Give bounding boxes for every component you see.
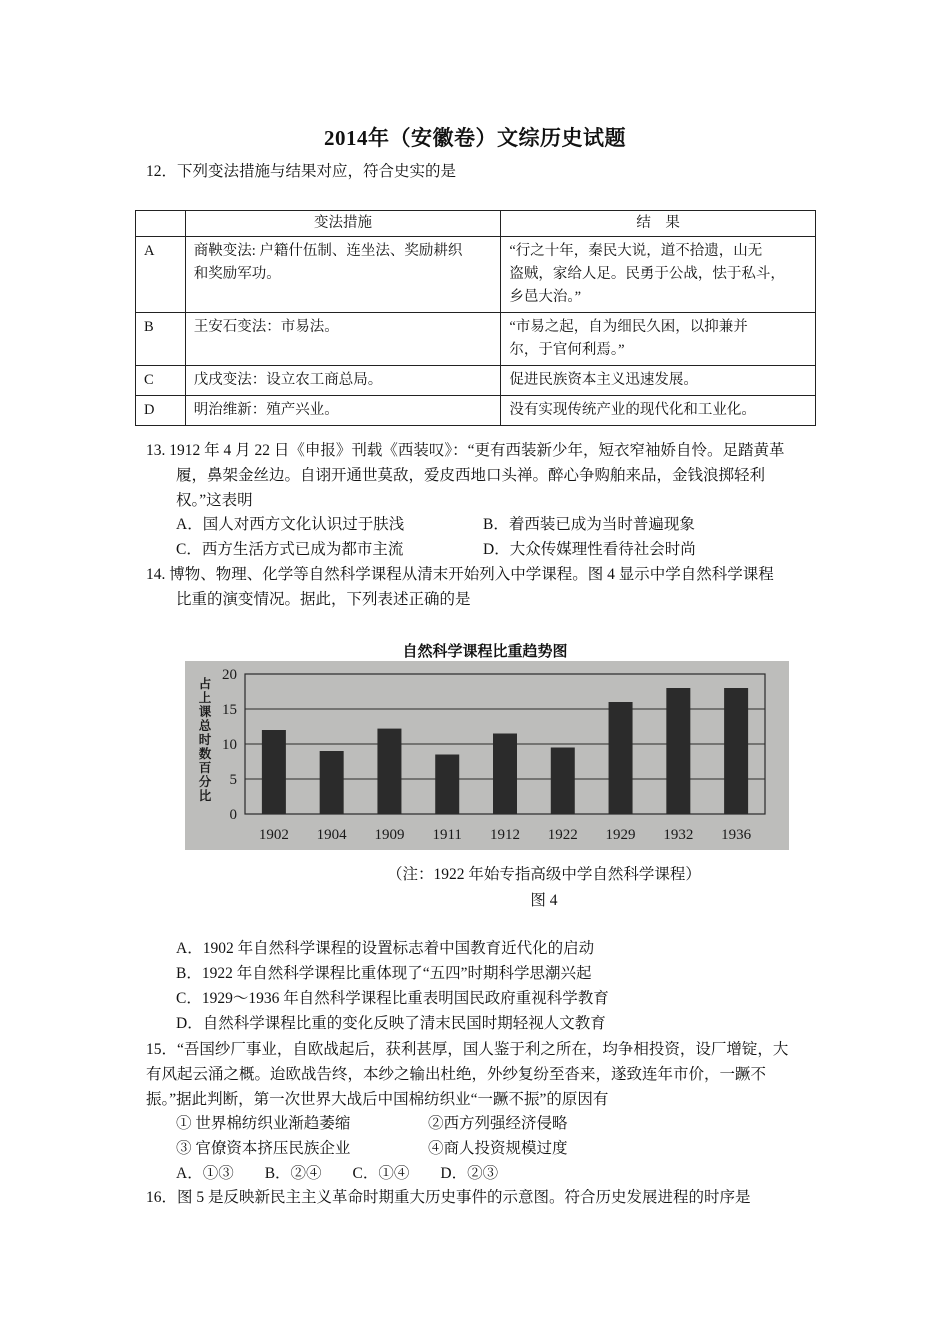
y-tick-label: 20: [222, 667, 237, 683]
q15-options: A．①③ B．②④ C．①④ D．②③: [176, 1165, 499, 1182]
q13-line-1: 13. 1912 年 4 月 22 日《申报》刊载《西装叹》：“更有西装新少年，短衣窄袖娇自怜。足踏黄革: [146, 442, 785, 459]
q13-line-3: 权。”这表明: [176, 492, 253, 509]
q15-line-2: 有风起云涌之概。迨欧战告终，本纱之输出杜绝，外纱复纷至沓来，遂致连年市价，一蹶不: [146, 1066, 767, 1083]
q16-stem: 16．图 5 是反映新民主主义革命时期重大历史事件的示意图。符合历史发展进程的时序是: [146, 1189, 751, 1206]
bar-chart-svg: [185, 661, 789, 850]
q15-item-1: ① 世界棉纺织业渐趋萎缩: [176, 1115, 351, 1132]
table-header-result: 结 果: [501, 211, 816, 237]
q13-option-a: A．国人对西方文化认识过于肤浅: [176, 516, 405, 533]
x-tick-label: 1902: [258, 827, 289, 843]
row-label: B: [136, 313, 186, 366]
x-tick-label: 1904: [316, 827, 347, 843]
bar-1902: [262, 730, 286, 814]
bar-1929: [609, 702, 633, 814]
y-axis-label-char: 占: [198, 676, 212, 691]
x-tick-label: 1936: [721, 827, 752, 843]
bar-1936: [724, 688, 748, 814]
q14-option-c: C．1929～1936 年自然科学课程比重表明国民政府重视科学教育: [176, 990, 609, 1007]
y-tick-label: 0: [229, 807, 237, 823]
row-measure: 戊戌变法：设立农工商总局。: [185, 366, 501, 396]
bar-1911: [435, 755, 459, 815]
table-row: [136, 396, 816, 426]
x-tick-label: 1932: [663, 827, 694, 843]
q14-line-1: 14. 博物、物理、化学等自然科学课程从清末开始列入中学课程。图 4 显示中学自然科学课程: [146, 566, 774, 583]
q14-option-d: D．自然科学课程比重的变化反映了清末民国时期轻视人文教育: [176, 1015, 606, 1032]
x-tick-label: 1912: [490, 827, 520, 843]
table-header-row: [136, 211, 816, 237]
bar-1909: [377, 729, 401, 814]
y-axis-label-char: 比: [198, 788, 212, 803]
chart-title: 自然科学课程比重趋势图: [402, 643, 568, 660]
row-result: 没有实现传统产业的现代化和工业化。: [501, 396, 816, 426]
bar-1932: [666, 688, 690, 814]
y-axis-label-char: 课: [198, 704, 212, 719]
q14-line-2: 比重的演变情况。据此，下列表述正确的是: [176, 591, 471, 608]
figure-label: 图 4: [530, 892, 558, 909]
q14-option-a: A．1902 年自然科学课程的设置标志着中国教育近代化的启动: [176, 940, 595, 957]
y-axis-label-char: 上: [198, 690, 212, 705]
bar-1912: [493, 734, 517, 815]
q15-line-3: 振。”据此判断，第一次世界大战后中国棉纺织业“一蹶不振”的原因有: [146, 1091, 609, 1108]
row-measure: 商鞅变法: 户籍什伍制、连坐法、奖励耕织 和奖励军功。: [185, 237, 501, 313]
table-row: [136, 237, 816, 313]
row-measure: 明治维新：殖产兴业。: [185, 396, 501, 426]
table-row: [136, 313, 816, 366]
y-axis-label-char: 数: [198, 746, 212, 761]
x-tick-label: 1911: [432, 827, 462, 843]
y-axis-label-char: 时: [198, 732, 212, 747]
q15-line-1: 15．“吾国纱厂事业，自欧战起后，获利甚厚，国人鉴于利之所在，均争相投资，设厂增锭，大: [146, 1041, 789, 1058]
table-header-measure: 变法措施: [185, 211, 501, 237]
y-axis-label-char: 分: [198, 774, 212, 789]
bar-chart: [185, 661, 789, 850]
q13-option-d: D．大众传媒理性看待社会时尚: [483, 541, 696, 558]
y-axis-label-char: 总: [198, 718, 212, 733]
row-result: “行之十年，秦民大说，道不拾遗，山无 盗贼，家给人足。民勇于公战，怯于私斗， 乡邑大治。”: [501, 237, 816, 313]
q12-stem: 12．下列变法措施与结果对应，符合史实的是: [146, 163, 457, 180]
y-tick-label: 15: [222, 702, 237, 718]
bar-1922: [551, 748, 575, 815]
q13-line-2: 履，鼻架金丝边。自诩开通世莫敌，爱皮西地口头禅。醉心争购舶来品，金钱浪掷轻利: [176, 467, 766, 484]
q14-option-b: B．1922 年自然科学课程比重体现了“五四”时期科学思潮兴起: [176, 965, 592, 982]
x-tick-label: 1922: [547, 827, 578, 843]
bar-1904: [320, 751, 344, 814]
q15-item-3: ③ 官僚资本挤压民族企业: [176, 1140, 351, 1157]
row-result: “市易之起，自为细民久困，以抑兼并 尔，于官何利焉。”: [501, 313, 816, 366]
row-label: D: [136, 396, 186, 426]
table-header-blank: [136, 211, 186, 237]
x-tick-label: 1929: [605, 827, 636, 843]
row-label: A: [136, 237, 186, 313]
chart-note: （注：1922 年始专指高级中学自然科学课程）: [387, 866, 701, 883]
row-label: C: [136, 366, 186, 396]
table-row: [136, 366, 816, 396]
q15-item-4: ④商人投资规模过度: [428, 1140, 568, 1157]
reform-table: [135, 210, 816, 426]
y-tick-label: 10: [222, 737, 237, 753]
y-tick-label: 5: [229, 772, 237, 788]
row-measure: 王安石变法：市易法。: [185, 313, 501, 366]
row-result: 促进民族资本主义迅速发展。: [501, 366, 816, 396]
q13-option-b: B．着西装已成为当时普遍现象: [483, 516, 695, 533]
page-title: 2014年（安徽卷）文综历史试题: [324, 126, 626, 150]
q15-item-2: ②西方列强经济侵略: [428, 1115, 568, 1132]
x-tick-label: 1909: [374, 827, 405, 843]
q13-option-c: C．西方生活方式已成为都市主流: [176, 541, 404, 558]
y-axis-label-char: 百: [198, 760, 212, 775]
